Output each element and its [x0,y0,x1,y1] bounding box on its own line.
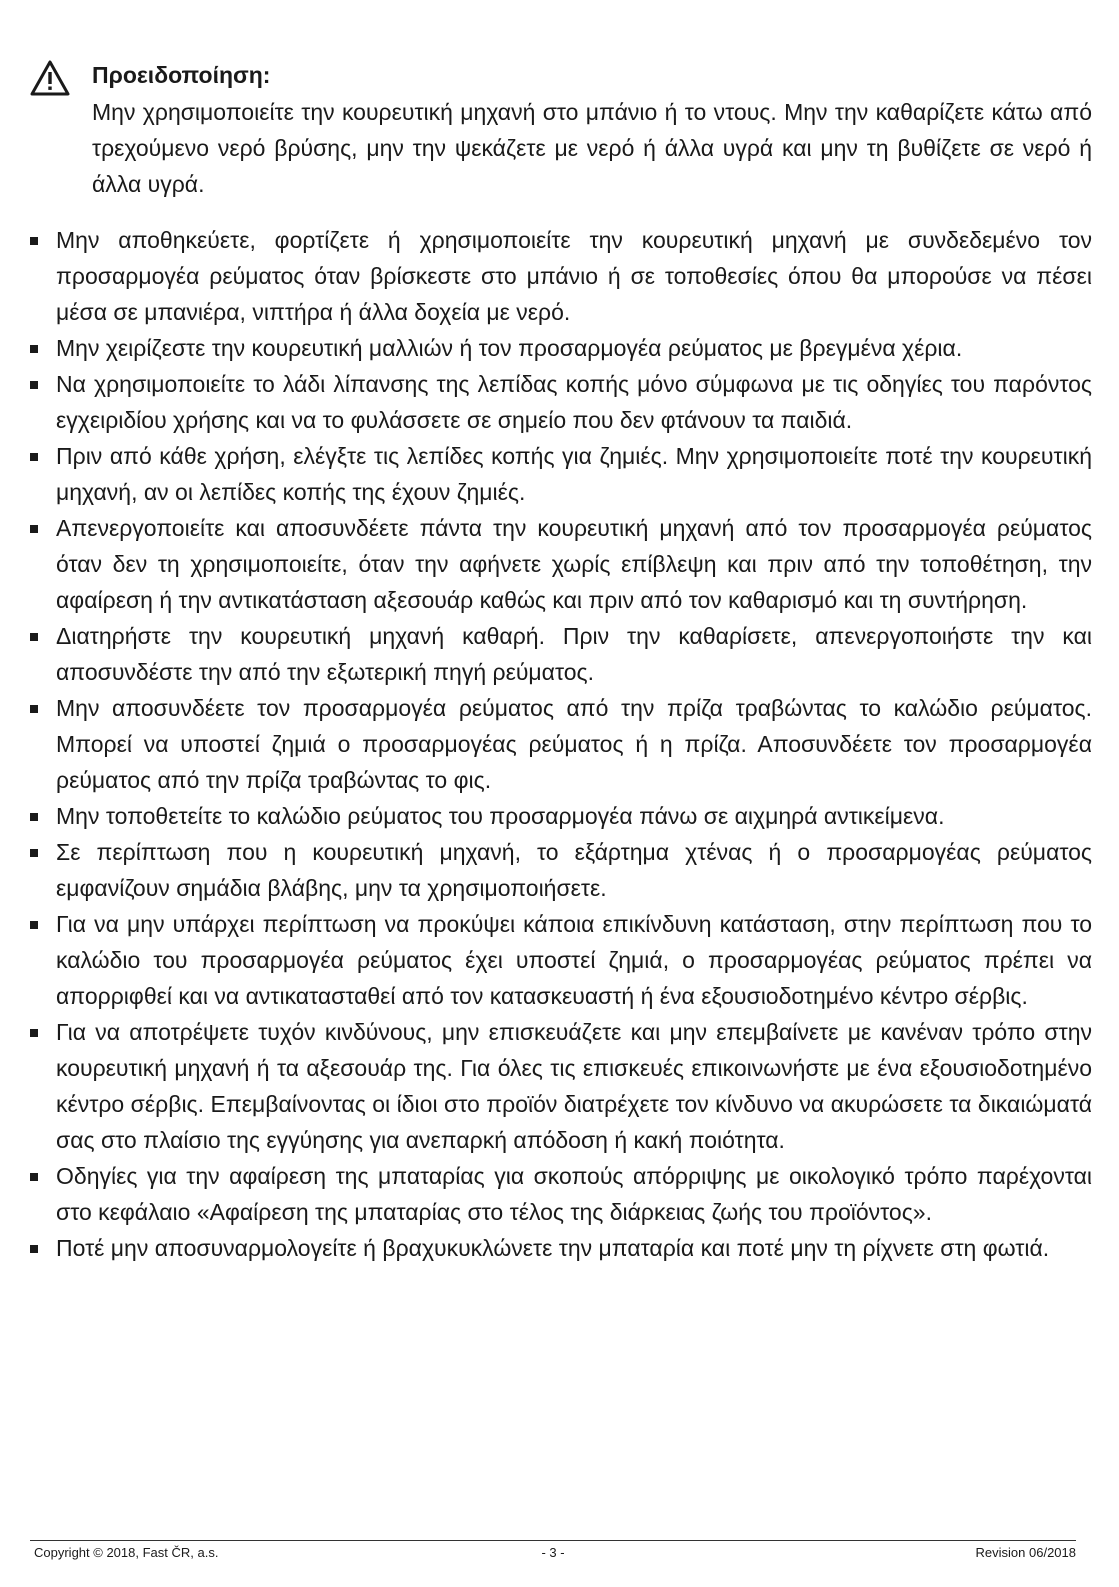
page-footer [30,1540,1076,1563]
list-item [30,834,1092,906]
list-item-text: Απενεργοποιείτε και αποσυνδέετε πάντα την κουρευτική μηχανή από τον προσαρμογέα ρεύματος όταν δεν τη χρησιμοποιείτε, όταν την αφήνετε χωρίς επίβλεψη και πριν από την τοποθέτηση, την αφαίρεση ή την αντικατάσταση αξεσουάρ καθώς και πριν από τον καθαρισμό και τη συντήρηση. [56,515,1092,613]
list-item [30,690,1092,798]
list-item [30,366,1092,438]
list-item-text: Να χρησιμοποιείτε το λάδι λίπανσης της λεπίδας κοπής μόνο σύμφωνα με τις οδηγίες του παρόντος εγχειριδίου χρήσης και να το φυλάσσετε σε σημείο που δεν φτάνουν τα παιδιά. [56,371,1092,433]
list-item [30,438,1092,510]
bullet-square-icon [30,525,38,533]
list-item-text: Μην αποθηκεύετε, φορτίζετε ή χρησιμοποιείτε την κουρευτική μηχανή με συνδεδεμένο τον προσαρμογέα ρεύματος όταν βρίσκεστε στο μπάνιο ή σε τοποθεσίες όπου θα μπορούσε να πέσει μέσα σε μπανιέρα, νιπτήρα ή άλλα δοχεία με νερό. [56,227,1092,325]
list-item [30,222,1092,330]
list-item [30,1014,1092,1158]
list-item-text: Μην αποσυνδέετε τον προσαρμογέα ρεύματος από την πρίζα τραβώντας το καλώδιο ρεύματος. Μπορεί να υποστεί ζημιά ο προσαρμογέας ρεύματος ή η πρίζα. Αποσυνδέετε τον προσαρμογέα ρεύματος από την πρίζα τραβώντας το φις. [56,695,1092,793]
footer-page-number: - 3 - [541,1545,565,1560]
list-item-text: Για να μην υπάρχει περίπτωση να προκύψει κάποια επικίνδυνη κατάσταση, στην περίπτωση που το καλώδιο του προσαρμογέα ρεύματος έχει υποστεί ζημιά, ο προσαρμογέας ρεύματος πρέπει να απορριφθεί και να αντικατασταθεί από τον κατασκευαστή ή ένα εξουσιοδοτημένο κέντρο σέρβις. [56,911,1092,1009]
warning-triangle-icon [30,60,70,96]
bullet-square-icon [30,921,38,929]
bullet-square-icon [30,813,38,821]
warning-title: Προειδοποίηση: [92,62,271,88]
warning-text: Μην χρησιμοποιείτε την κουρευτική μηχανή στο μπάνιο ή το ντους. Μην την καθαρίζετε κάτω από τρεχούμενο νερό βρύσης, μην την ψεκάζετε με νερό ή άλλα υγρά και μην τη βυθίζετε σε νερό ή άλλα υγρά. [92,99,1092,197]
footer-copyright: Copyright © 2018, Fast ČR, a.s. [34,1545,219,1560]
list-item-text: Μην χειρίζεστε την κουρευτική μαλλιών ή τον προσαρμογέα ρεύματος με βρεγμένα χέρια. [56,335,963,361]
footer-revision: Revision 06/2018 [975,1545,1076,1560]
warning-block [30,58,1090,202]
list-item-text: Για να αποτρέψετε τυχόν κινδύνους, μην επισκευάζετε και μην επεμβαίνετε με κανέναν τρόπο στην κουρευτική μηχανή ή τα αξεσουάρ της. Για όλες τις επισκευές επικοινωνήστε με ένα εξουσιοδοτημένο κέντρο σέρβις. Επεμβαίνοντας οι ίδιοι στο προϊόν διατρέχετε τον κίνδυνο να ακυρώσετε τα δικαιώματά σας στο πλαίσιο της εγγύησης για ανεπαρκή απόδοση ή κακή ποιότητα. [56,1019,1092,1153]
list-item [30,618,1092,690]
list-item-text: Μην τοποθετείτε το καλώδιο ρεύματος του προσαρμογέα πάνω σε αιχμηρά αντικείμενα. [56,803,945,829]
warning-body [92,58,1092,202]
bullet-square-icon [30,1029,38,1037]
list-item-text: Διατηρήστε την κουρευτική μηχανή καθαρή. Πριν την καθαρίσετε, απενεργοποιήστε την και αποσυνδέστε την από την εξωτερική πηγή ρεύματος. [56,623,1092,685]
safety-bullet-list [30,222,1092,1266]
bullet-square-icon [30,345,38,353]
list-item [30,906,1092,1014]
list-item-text: Οδηγίες για την αφαίρεση της μπαταρίας για σκοπούς απόρριψης με οικολογικό τρόπο παρέχονται στο κεφάλαιο «Αφαίρεση της μπαταρίας στο τέλος της διάρκειας ζωής του προϊόντος». [56,1163,1092,1225]
list-item-text: Ποτέ μην αποσυναρμολογείτε ή βραχυκυκλώνετε την μπαταρία και ποτέ μην τη ρίχνετε στη φωτιά. [56,1235,1050,1261]
list-item [30,510,1092,618]
bullet-square-icon [30,1173,38,1181]
bullet-square-icon [30,705,38,713]
list-item [30,1158,1092,1230]
list-item [30,330,1092,366]
bullet-square-icon [30,849,38,857]
bullet-square-icon [30,1245,38,1253]
bullet-square-icon [30,453,38,461]
bullet-square-icon [30,237,38,245]
list-item [30,798,1092,834]
bullet-square-icon [30,381,38,389]
bullet-square-icon [30,633,38,641]
list-item-text: Σε περίπτωση που η κουρευτική μηχανή, το εξάρτημα χτένας ή ο προσαρμογέας ρεύματος εμφανίζουν σημάδια βλάβης, μην τα χρησιμοποιήσετε. [56,839,1092,901]
list-item [30,1230,1092,1266]
list-item-text: Πριν από κάθε χρήση, ελέγξτε τις λεπίδες κοπής για ζημιές. Μην χρησιμοποιείτε ποτέ την κουρευτική μηχανή, αν οι λεπίδες κοπής της έχουν ζημιές. [56,443,1092,505]
